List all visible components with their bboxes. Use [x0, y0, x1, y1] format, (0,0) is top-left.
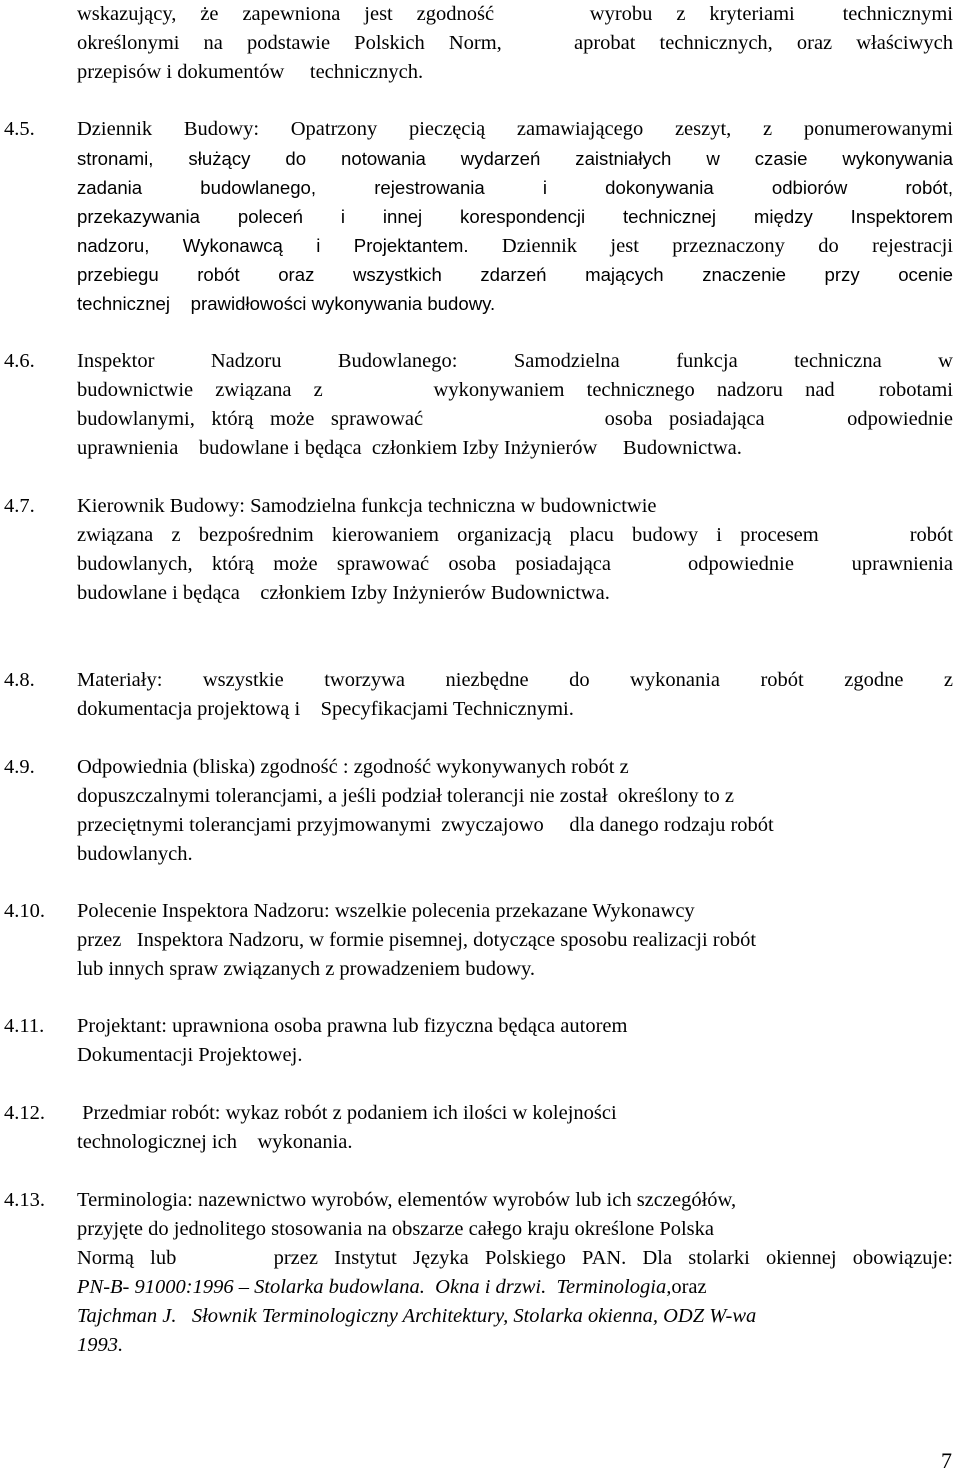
text-line: przekazywania poleceń i innej korespondencji technicznej między Inspektorem	[77, 206, 953, 227]
text-line: przyjęte do jednolitego stosowania na obszarze całego kraju określone Polska	[77, 1218, 715, 1240]
section-number: 4.7.	[4, 495, 35, 517]
definition-body	[77, 347, 953, 463]
text-line: budownictwie związana z wykonywaniem technicznego nadzoru nad robotami	[77, 379, 953, 401]
definition-body	[77, 492, 953, 608]
section-number: 4.9.	[4, 756, 35, 778]
intro-body	[77, 0, 953, 87]
text-line: technologicznej ich wykonania.	[77, 1131, 353, 1153]
text-line: Normą lub przez Instytut Języka Polskiego PAN. Dla stolarki okiennej obowiązuje:	[77, 1247, 953, 1269]
section-number: 4.13.	[4, 1189, 45, 1211]
text-line: Odpowiednia (bliska) zgodność : zgodność wykonywanych robót z	[77, 756, 629, 778]
definition-body	[77, 1099, 953, 1157]
definition-body	[77, 1012, 953, 1070]
section-number: 4.10.	[4, 900, 45, 922]
citation-text: Tajchman J. Słownik Terminologiczny Architektury, Stolarka okienna, ODZ W-wa	[77, 1305, 757, 1327]
text-line: budowlanych.	[77, 843, 193, 865]
section-number: 4.6.	[4, 350, 35, 372]
text-line: wskazujący, że zapewniona jest zgodność wyrobu z kryteriami technicznymi	[77, 3, 953, 25]
text-line: Materiały: wszystkie tworzywa niezbędne do wykonania robót zgodne z	[77, 669, 953, 691]
text-line: lub innych spraw związanych z prowadzeniem budowy.	[77, 958, 536, 980]
text-segment: oraz	[671, 1276, 707, 1298]
text-line: Inspektor Nadzoru Budowlanego: Samodzielna funkcja techniczna w	[77, 350, 953, 372]
definition-body	[77, 897, 953, 984]
text-segment: nadzoru, Wykonawcą i Projektantem.	[77, 235, 469, 256]
text-line: zadania budowlanego, rejestrowania i dokonywania odbiorów robót,	[77, 177, 953, 198]
text-line: dopuszczalnymi tolerancjami, a jeśli podział tolerancji nie został określony to z	[77, 785, 734, 807]
text-line: przeciętnymi tolerancjami przyjmowanymi zwyczajowo dla danego rodzaju robót	[77, 814, 774, 836]
text-line: przez Inspektora Nadzoru, w formie pisemnej, dotyczące sposobu realizacji robót	[77, 929, 757, 951]
text-line: uprawnienia budowlane i będąca członkiem Izby Inżynierów Budownictwa.	[77, 437, 742, 459]
text-line	[77, 1273, 953, 1302]
section-number: 4.8.	[4, 669, 35, 691]
text-line: budowlanymi, którą może sprawować osoba posiadająca odpowiednie	[77, 408, 953, 430]
text-line: Kierownik Budowy: Samodzielna funkcja techniczna w budownictwie	[77, 495, 657, 517]
text-line: związana z bezpośrednim kierowaniem organizacją placu budowy i procesem robót	[77, 524, 953, 546]
text-line: technicznej prawidłowości wykonywania budowy.	[77, 293, 496, 314]
text-line: Przedmiar robót: wykaz robót z podaniem ich ilości w kolejności	[77, 1102, 617, 1124]
text-line: stronami, służący do notowania wydarzeń zaistniałych w czasie wykonywania	[77, 148, 953, 169]
citation-text: PN-B- 91000:1996 – Stolarka budowlana. Okna i drzwi. Terminologia,	[77, 1276, 672, 1298]
text-line: przebiegu robót oraz wszystkich zdarzeń mających znaczenie przy ocenie	[77, 264, 953, 285]
text-line	[77, 231, 953, 260]
definition-body	[77, 666, 953, 724]
text-line: Projektant: uprawniona osoba prawna lub fizyczna będąca autorem	[77, 1015, 628, 1037]
section-number: 4.11.	[4, 1015, 45, 1037]
text-segment: Dziennik jest przeznaczony do rejestracji	[501, 235, 953, 257]
text-line: przepisów i dokumentów technicznych.	[77, 61, 424, 83]
text-line: Terminologia: nazewnictwo wyrobów, elementów wyrobów lub ich szczegółów,	[77, 1189, 737, 1211]
text-line: Dziennik Budowy: Opatrzony pieczęcią zamawiającego zeszyt, z ponumerowanymi	[77, 118, 953, 140]
section-number: 4.12.	[4, 1102, 45, 1124]
text-line: dokumentacja projektową i Specyfikacjami Technicznymi.	[77, 698, 574, 720]
section-number: 4.5.	[4, 118, 35, 140]
definition-body	[77, 115, 953, 318]
text-line: Polecenie Inspektora Nadzoru: wszelkie polecenia przekazane Wykonawcy	[77, 900, 695, 922]
text-line: budowlanych, którą może sprawować osoba posiadająca odpowiednie uprawnienia	[77, 553, 953, 575]
text-line: budowlane i będąca członkiem Izby Inżynierów Budownictwa.	[77, 582, 610, 604]
page-number: 7	[941, 1448, 952, 1473]
text-line: określonymi na podstawie Polskich Norm, aprobat technicznych, oraz właściwych	[77, 32, 953, 54]
citation-text: 1993.	[77, 1334, 124, 1356]
definition-body	[77, 1186, 953, 1360]
definition-body	[77, 753, 953, 869]
text-line: Dokumentacji Projektowej.	[77, 1044, 303, 1066]
